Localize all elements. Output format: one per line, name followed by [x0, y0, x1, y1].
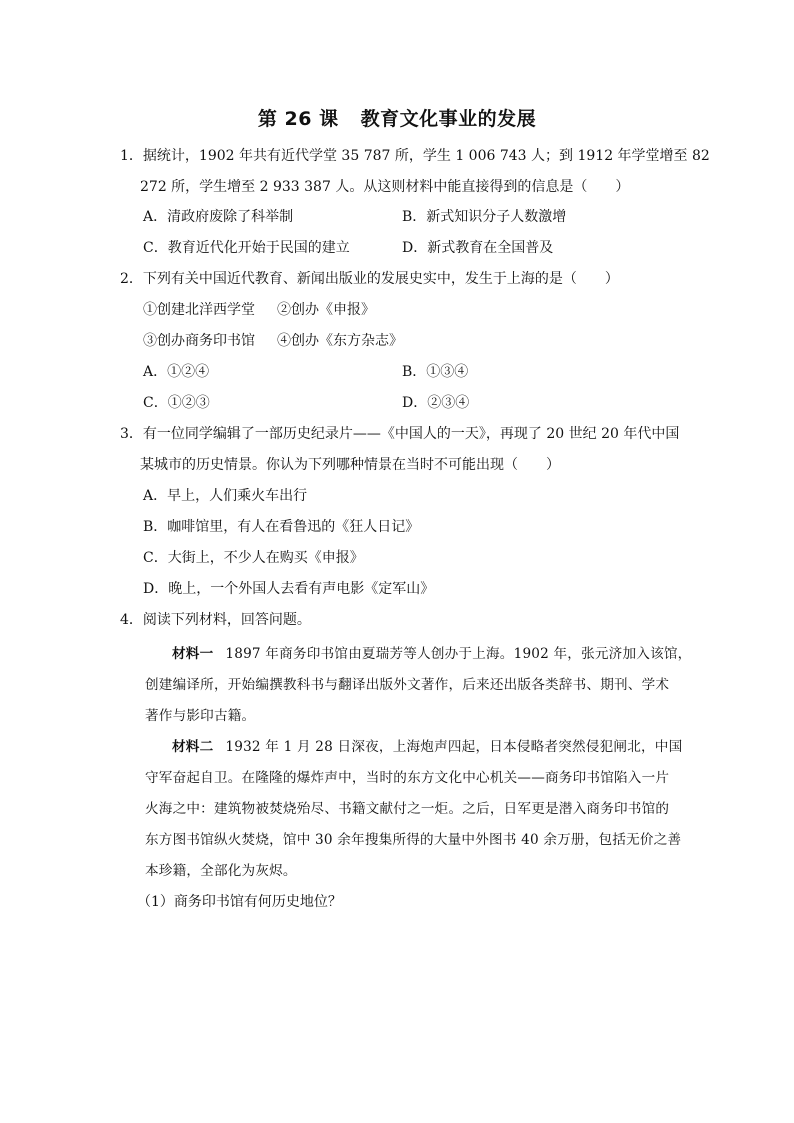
q1-option-a: A．清政府废除了科举制: [143, 209, 294, 225]
material-2-line4: 东方图书馆纵火焚烧，馆中 30 余年搜集所得的大量中外图书 40 余万册，包括无价之善: [145, 832, 682, 848]
q4-subquestion-1: （1）商务印书馆有何历史地位？: [137, 894, 342, 910]
material-2-text-line1: 1932 年 1 月 28 日深夜，上海炮声四起，日本侵略者突然侵犯闸北，中国: [225, 739, 683, 755]
q2-item-1: ①创建北洋西学堂: [143, 302, 255, 318]
q4-stem: 4．阅读下列材料，回答问题。: [120, 612, 311, 628]
q1-option-c: C．教育近代化开始于民国的建立: [143, 240, 350, 256]
q1-option-b: B．新式知识分子人数激增: [402, 209, 567, 225]
q3-option-c: C．大街上，不少人在购买《申报》: [143, 550, 364, 566]
material-2-line3: 火海之中：建筑物被焚烧殆尽、书籍文献付之一炬。之后，日军更是潜入商务印书馆的: [145, 801, 670, 817]
q2-items-row2: [143, 331, 403, 351]
material-1-line3: 著作与影印古籍。: [145, 708, 256, 724]
q2-item-3: ③创办商务印书馆: [143, 333, 255, 349]
q2-option-d: D．②③④: [402, 395, 470, 411]
q1-stem-line1: 1．据统计，1902 年共有近代学堂 35 787 所，学生 1 006 743 人；到 1912 年学堂增至 82: [120, 148, 710, 164]
material-1-label: 材料一: [172, 646, 214, 662]
q2-option-b: B．①③④: [402, 364, 469, 380]
material-2-line2: 守军奋起自卫。在隆隆的爆炸声中，当时的东方文化中心机关——商务印书馆陷入一片: [145, 770, 670, 786]
q1-stem-line2: 272 所，学生增至 2 933 387 人。从这则材料中能直接得到的信息是（ ）: [140, 179, 630, 195]
q2-option-c: C．①②③: [143, 395, 210, 411]
q2-option-a: A．①②④: [143, 364, 210, 380]
q3-option-b: B．咖啡馆里，有人在看鲁迅的《狂人日记》: [143, 519, 420, 535]
q3-stem-line1: 3．有一位同学编辑了一部历史纪录片——《中国人的一天》，再现了 20 世纪 20 年代中国: [120, 426, 680, 442]
material-1-line1: [172, 644, 702, 664]
material-1-line2: 创建编译所，开始编撰教科书与翻译出版外文著作，后来还出版各类辞书、期刊、学术: [145, 677, 670, 693]
q2-items-row1: [143, 300, 375, 320]
q2-item-4: ④创办《东方杂志》: [277, 333, 403, 349]
material-2-line1: [172, 737, 702, 757]
page-title: [0, 104, 794, 131]
q2-stem: 2．下列有关中国近代教育、新闻出版业的发展史实中，发生于上海的是（ ）: [120, 271, 619, 287]
q3-option-a: A．早上，人们乘火车出行: [143, 488, 308, 504]
lesson-number: 第 26 课: [257, 108, 339, 130]
q3-option-d: D．晚上，一个外国人去看有声电影《定军山》: [143, 581, 435, 597]
q1-option-d: D．新式教育在全国普及: [402, 240, 554, 256]
material-2-line5: 本珍籍，全部化为灰烬。: [145, 863, 297, 879]
material-2-label: 材料二: [172, 739, 214, 755]
lesson-title: 教育文化事业的发展: [360, 108, 537, 130]
q2-item-2: ②创办《申报》: [277, 302, 375, 318]
q3-stem-line2: 某城市的历史情景。你认为下列哪种情景在当时不可能出现（ ）: [140, 457, 560, 473]
material-1-text-line1: 1897 年商务印书馆由夏瑞芳等人创办于上海。1902 年，张元济加入该馆，: [225, 646, 692, 662]
